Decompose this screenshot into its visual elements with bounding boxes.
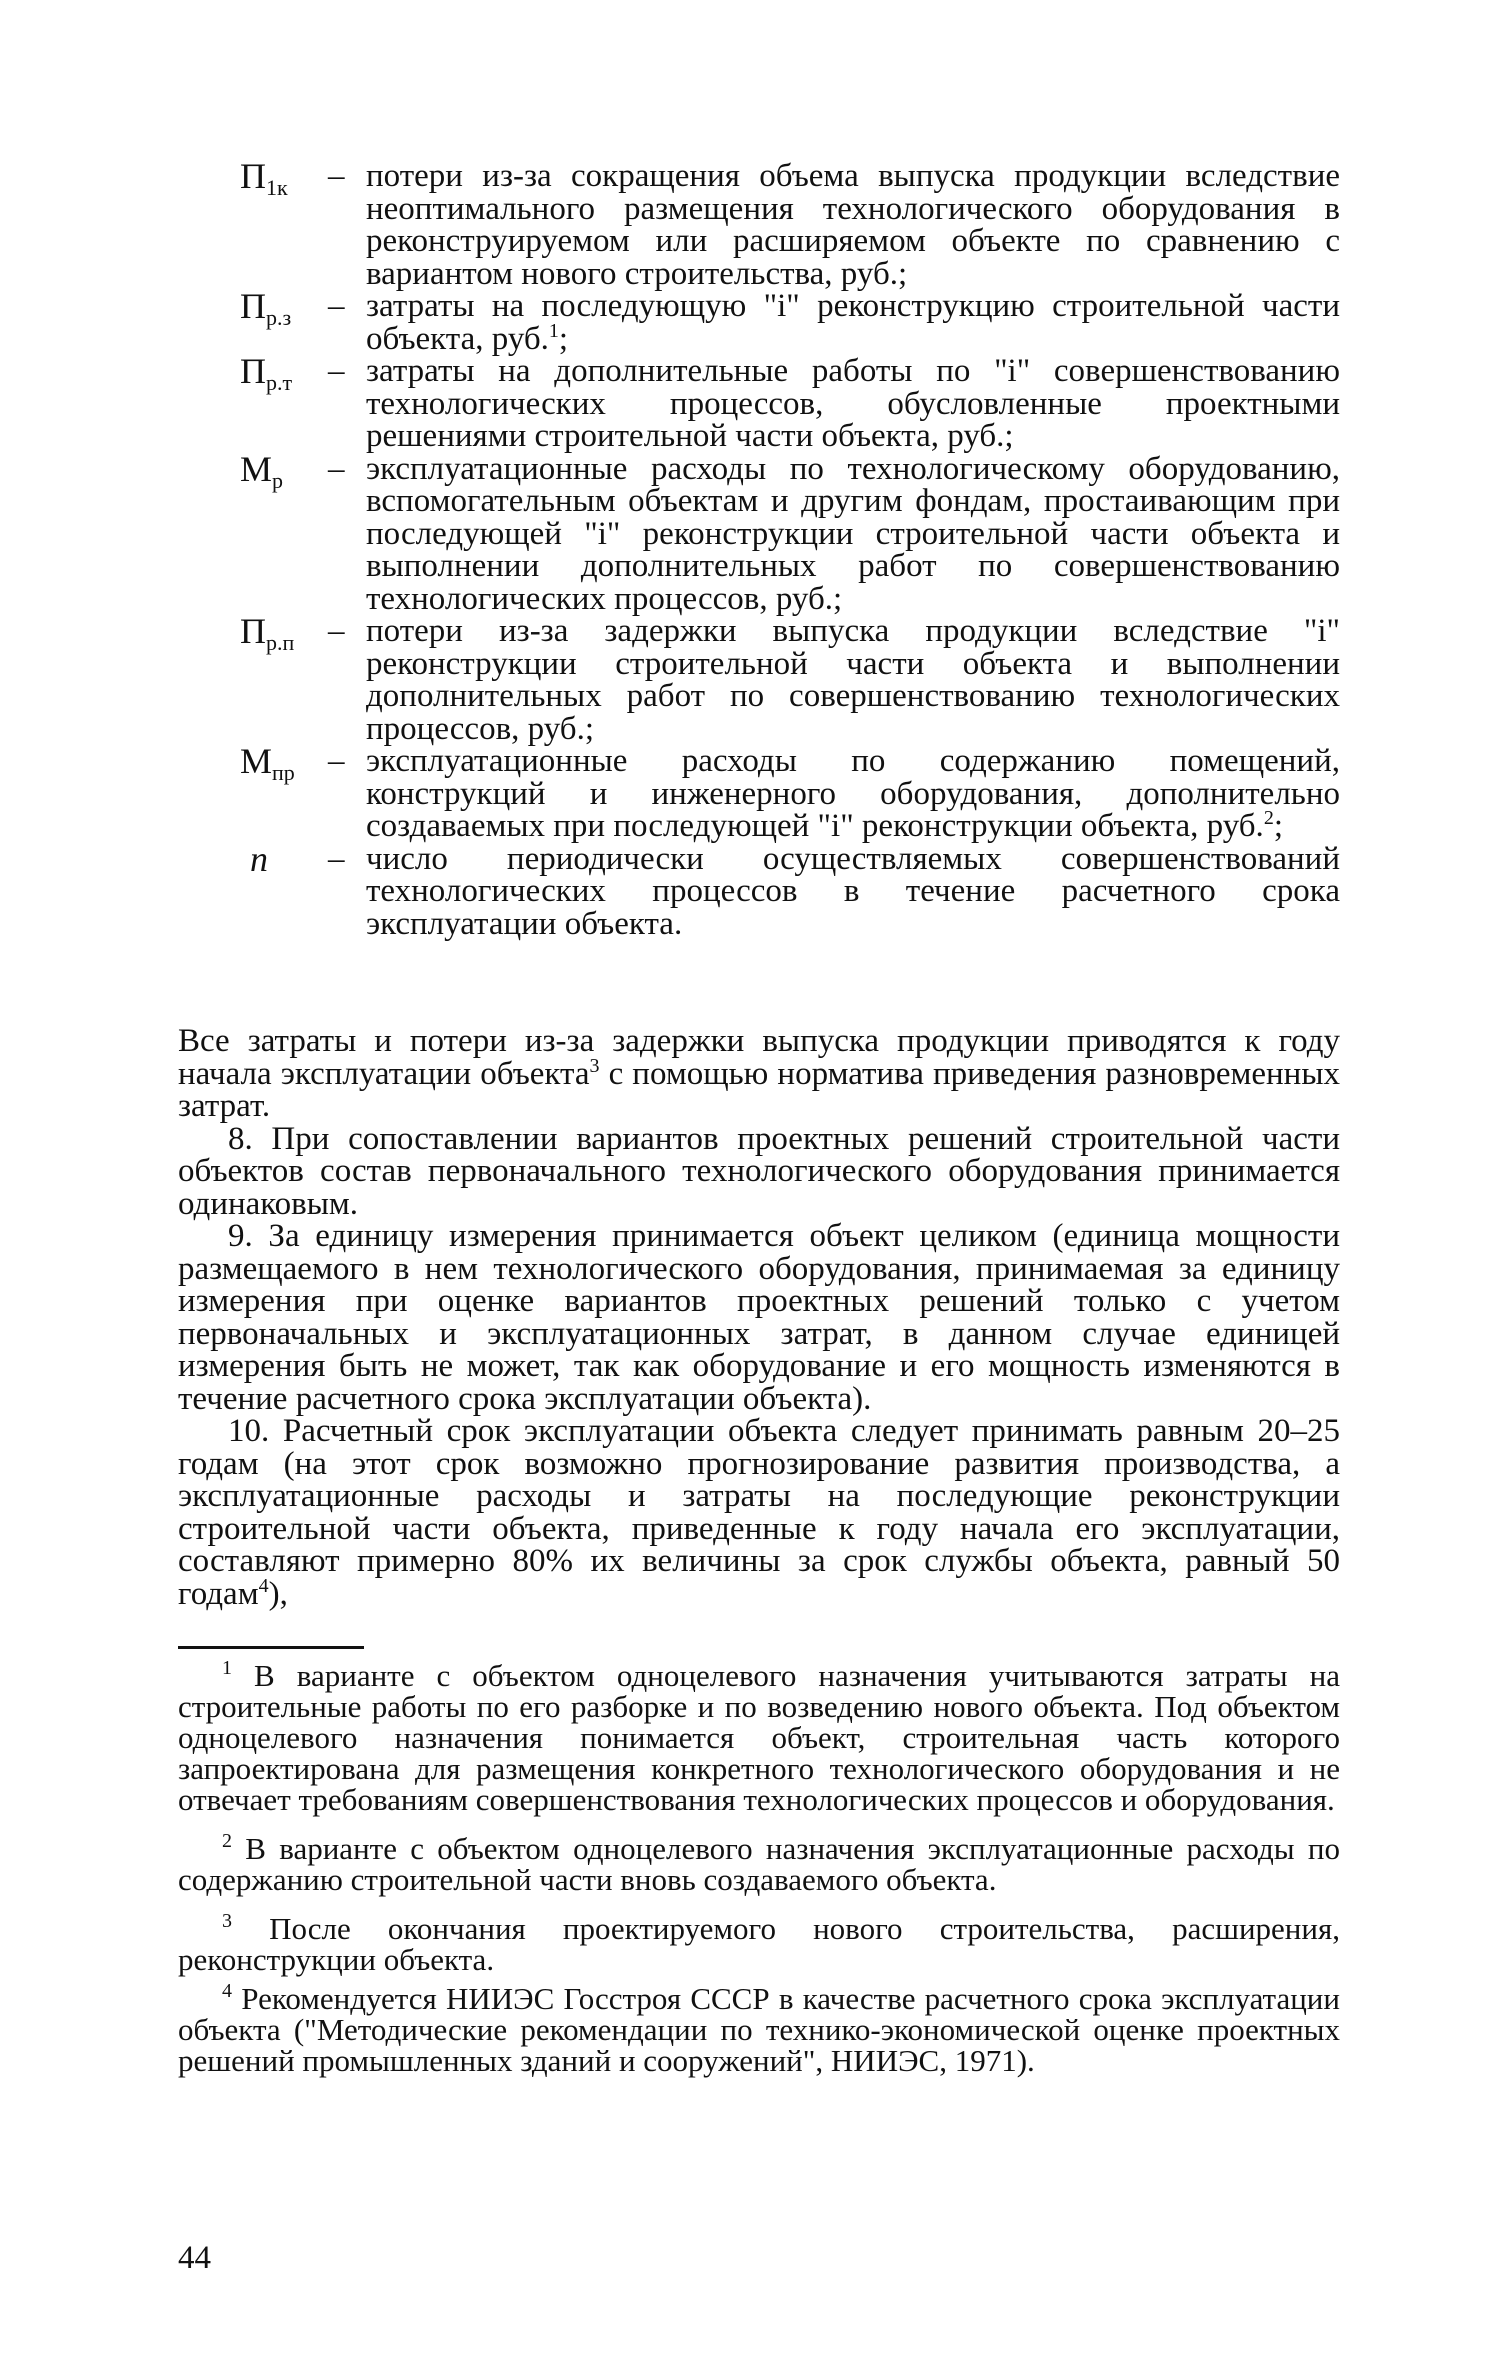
footnote-1: $^1$ В варианте с объектом одноцелевого назначения учитываются затраты на строительные работы по его разборке и по возведению нового объекта. Под объектом одноцелевого назначения понимается объект, строительная часть которого запроектирована для размещения конкретного технологического оборудования и не отвечает требованиям совершенствования технологических процессов и оборудования. xyxy=(178,1657,1340,1817)
page-number: 44 xyxy=(178,2240,211,2276)
body-text xyxy=(178,1025,1340,1610)
definition-symbol: n xyxy=(250,838,268,879)
definition-item xyxy=(240,351,1340,454)
paragraph-8: 8. При сопоставлении вариантов проектных решений строительной части объектов состав первоначального технологического оборудования принимается одинаковым. xyxy=(178,1120,1340,1222)
footnote-number: 4 xyxy=(222,1980,232,2002)
footnote-ref[interactable]: 3 xyxy=(589,1054,600,1077)
definition-symbol: $П_{р.т}$ xyxy=(240,351,293,395)
footnote-ref[interactable]: 1 xyxy=(548,319,559,342)
definition-item xyxy=(240,611,1340,747)
footnote-2: $^2$ В варианте с объектом одноцелевого назначения эксплуатационные расходы по содержанию строительной части вновь создаваемого объекта. xyxy=(178,1830,1340,1897)
definition-item xyxy=(240,838,1340,942)
definition-text: число периодически осуществляемых совершенствований технологических процессов в течение расчетного срока эксплуатации объекта. xyxy=(366,840,1340,942)
definition-item xyxy=(240,156,1340,292)
footnote-4: $^4$ Рекомендуется НИИЭС Госстроя СССР в качестве расчетного срока эксплуатации объекта ("Методические рекомендации по технико-экономической оценке проектных решений промышленных зданий и сооружений", НИИЭС, 1971). xyxy=(178,1980,1340,2078)
footnote-number: 2 xyxy=(222,1830,232,1852)
definition-symbol: $М_р$ xyxy=(240,448,284,493)
definition-dash: – xyxy=(328,158,345,194)
definition-text: потери из-за задержки выпуска продукции вследствие "i" реконструкции строительной части объекта и выполнении дополнительных работ по совершенствованию технологических процессов, руб.; xyxy=(366,613,1340,747)
paragraph-summary: Все затраты и потери из-за задержки выпуска продукции приводятся к году начала эксплуатации объекта$^3$ с помощью норматива приведения разновременных затрат. xyxy=(178,1023,1340,1124)
paragraph-10: 10. Расчетный срок эксплуатации объекта следует принимать равным 20–25 годам (на этот срок возможно прогнозирование развития производства, а эксплуатационные расходы и затраты на последующие реконструкции строительной части объекта, приведенные к году начала его эксплуатации, составляют примерно 80% их величины за срок службы объекта, равный 50 годам$^4$), xyxy=(178,1413,1340,1612)
definition-item xyxy=(240,286,1340,357)
footnote-divider xyxy=(178,1646,364,1649)
footnote-number: 1 xyxy=(222,1657,232,1679)
definition-dash: – xyxy=(328,288,345,324)
definition-text: эксплуатационные расходы по технологическому оборудованию, вспомогательным объектам и другим фондам, простаивающим при последующей "i" реконструкции строительной части объекта и выполнении дополнительных работ по совершенствованию технологических процессов, руб.; xyxy=(366,450,1340,617)
definition-text: потери из-за сокращения объема выпуска продукции вследствие неоптимального размещения технологического оборудования в реконструируемом или расширяемом объекте по сравнению с вариантом нового строительства, руб.; xyxy=(366,158,1340,292)
definition-item xyxy=(240,448,1340,617)
footnotes xyxy=(178,1657,1340,2094)
definition-symbol: $П_{1к}$ xyxy=(240,156,288,200)
paragraph-9: 9. За единицу измерения принимается объект целиком (единица мощности размещаемого в нем технологического оборудования, принимаемая за единицу измерения при оценке вариантов проектных решений только с учетом первоначальных и эксплуатационных затрат, в данном случае единицей измерения быть не может, так как оборудование и его мощность изменяются в течение расчетного срока эксплуатации объекта). xyxy=(178,1218,1340,1417)
definition-symbol: $П_{р.п}$ xyxy=(240,611,295,655)
footnote-number: 3 xyxy=(222,1910,232,1932)
definition-item xyxy=(240,741,1340,844)
footnote-3: $^3$ После окончания проектируемого нового строительства, расширения, реконструкции объекта. xyxy=(178,1910,1340,1977)
definition-dash: – xyxy=(328,613,345,649)
symbol-definitions xyxy=(240,156,1340,942)
definition-text: эксплуатационные расходы по содержанию помещений, конструкций и инженерного оборудования, дополнительно создаваемых при последующей "i" реконструкции объекта, руб.$^2$; xyxy=(366,743,1340,844)
definition-dash: – xyxy=(328,840,345,877)
definition-text: затраты на последующую "i" реконструкцию строительной части объекта, руб.$^1$; xyxy=(366,288,1340,357)
definition-dash: – xyxy=(328,353,345,389)
definition-dash: – xyxy=(328,450,345,487)
footnote-ref[interactable]: 2 xyxy=(1263,807,1274,829)
definition-symbol: $П_{р.з}$ xyxy=(240,286,292,330)
definition-dash: – xyxy=(328,743,345,779)
footnote-ref[interactable]: 4 xyxy=(258,1574,269,1597)
definition-symbol: $М_{пр}$ xyxy=(240,741,295,785)
definition-text: затраты на дополнительные работы по "i" совершенствованию технологических процессов, обусловленные проектными решениями строительной части объекта, руб.; xyxy=(366,353,1340,454)
